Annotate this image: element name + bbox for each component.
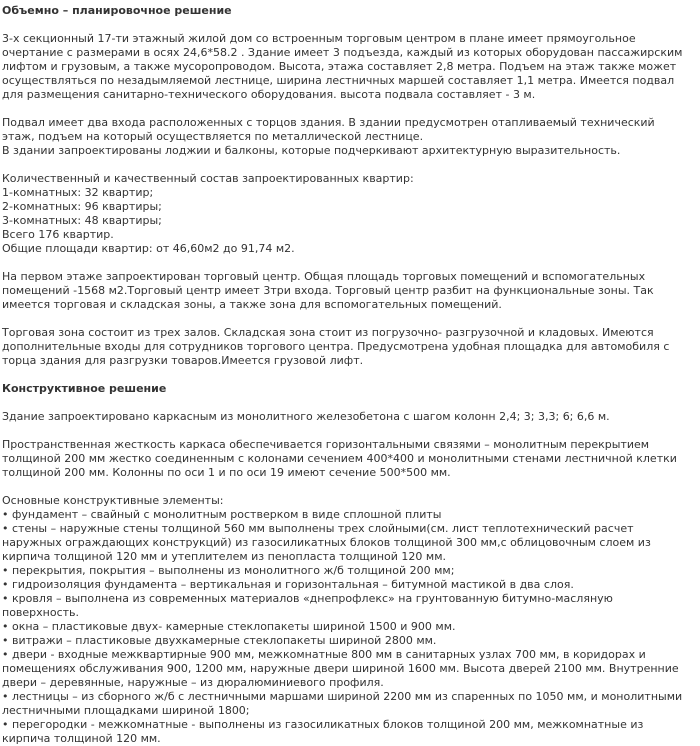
heading-layout-solution: Объемно – планировочное решение: [2, 4, 232, 17]
list-item: • окна – пластиковые двух- камерные стеклопакеты шириной 1500 и 900 мм.: [2, 620, 456, 633]
apartment-three-room: 3-комнатных: 48 квартиры;: [2, 214, 162, 227]
list-item: • стены – наружные стены толщиной 560 мм выполнены трех слойными(см. лист теплотехнический расчет наружных ограждающих конструкций) из газосиликатных блоков толщиной 300 мм,с облицовочным слоем из кирпича толщиной 120 мм и утеплителем из пенопласта толщиной 120 мм.: [2, 522, 651, 563]
list-item: • гидроизоляция фундамента – вертикальная и горизонтальная – битумной мастикой в два слоя.: [2, 578, 574, 591]
heading-structural-solution: Конструктивное решение: [2, 382, 167, 395]
structural-elements-intro: Основные конструктивные элементы:: [2, 494, 224, 507]
apartment-two-room: 2-комнатных: 96 квартиры;: [2, 200, 162, 213]
paragraph-shopping-center: На первом этаже запроектирован торговый центр. Общая площадь торговых помещений и вспомогательных помещений -1568 м2.Торговый центр имеет 3три входа. Торговый центр разбит на функциональные зоны. Так имеется торговая и складская зоны, а также зона для вспомогательных помещений.: [2, 270, 654, 311]
apartment-list: [2, 172, 688, 256]
list-item: • фундамент – свайный с монолитным ростверком в виде сплошной плиты: [2, 508, 442, 521]
paragraph-building-description: 3-х секционный 17-ти этажный жилой дом со встроенным торговым центром в плане имеет прямоугольное очертание с размерами в осях 24,6*58.2 . Здание имеет 3 подъезда, каждый из которых оборудован пассажирским лифтом и грузовым, а также мусоропроводом. Высота, этажа составляет 2,8 метра. Подъем на этаж также может осуществляться по незадымляемой лестнице, ширина лестничных маршей составляет 1,1 метра. Имеется подвал для размещения санитарно-технического оборудования. высота подвала составляет - 3 м.: [2, 32, 683, 101]
paragraph-trade-zone: Торговая зона состоит из трех залов. Складская зона стоит из погрузочно- разгрузочной и кладовых. Имеются дополнительные входы для сотрудников торгового центра. Предусмотрена удобная площадка для автомобиля с торца здания для разгрузки товаров.Имеется грузовой лифт.: [2, 326, 670, 367]
list-item: • лестницы – из сборного ж/б с лестничными маршами шириной 2200 мм из спаренных по 1050 мм, и монолитными лестничными площадками шириной 1800;: [2, 690, 683, 717]
apartment-list-intro: Количественный и качественный состав запроектированных квартир:: [2, 172, 414, 185]
paragraph-frame-description: Здание запроектировано каркасным из монолитного железобетона с шагом колонн 2,4; 3; 3,3; 6; 6,6 м.: [2, 410, 610, 423]
list-item: • перегородки - межкомнатные - выполнены из газосиликатных блоков толщиной 200 мм, межкомнатные из кирпича толщиной 120 мм.: [2, 718, 644, 745]
apartment-total: Всего 176 квартир.: [2, 228, 114, 241]
paragraph-frame-rigidity: Пространственная жесткость каркаса обеспечивается горизонтальными связями – монолитным перекрытием толщиной 200 мм жестко соединенным с колонами сечением 400*400 и монолитными стенами лестничной клетки толщиной 200 мм. Колонны по оси 1 и по оси 19 имеют сечение 500*500 мм.: [2, 438, 677, 479]
text-loggias-balconies: В здании запроектированы лоджии и балконы, которые подчеркивают архитектурную выразительность.: [2, 144, 621, 157]
list-item: • витражи – пластиковые двухкамерные стеклопакеты шириной 2800 мм.: [2, 634, 437, 647]
apartment-areas: Общие площади квартир: от 46,60м2 до 91,74 м2.: [2, 242, 295, 255]
list-item: • двери - входные межквартирные 900 мм, межкомнатные 800 мм в санитарных узлах 700 мм, в коридорах и помещениях обслуживания 900, 1200 мм, наружные двери шириной 1600 мм. Высота дверей 2100 мм. Внутренние двери – деревянные, наружные – из дюралюминиевого профиля.: [2, 648, 679, 689]
list-item: • перекрытия, покрытия – выполнены из монолитного ж/б толщиной 200 мм;: [2, 564, 455, 577]
paragraph-basement-entrances: [2, 116, 688, 158]
structural-elements-list: [2, 494, 688, 746]
list-item: • кровля – выполнена из современных материалов «днепрофлекс» на грунтованную битумно-масляную поверхность.: [2, 592, 613, 619]
text-basement-entrances: Подвал имеет два входа расположенных с торцов здания. В здании предусмотрен отапливаемый технический этаж, подъем на который осуществляется по металлической лестнице.: [2, 116, 655, 143]
apartment-one-room: 1-комнатных: 32 квартир;: [2, 186, 154, 199]
